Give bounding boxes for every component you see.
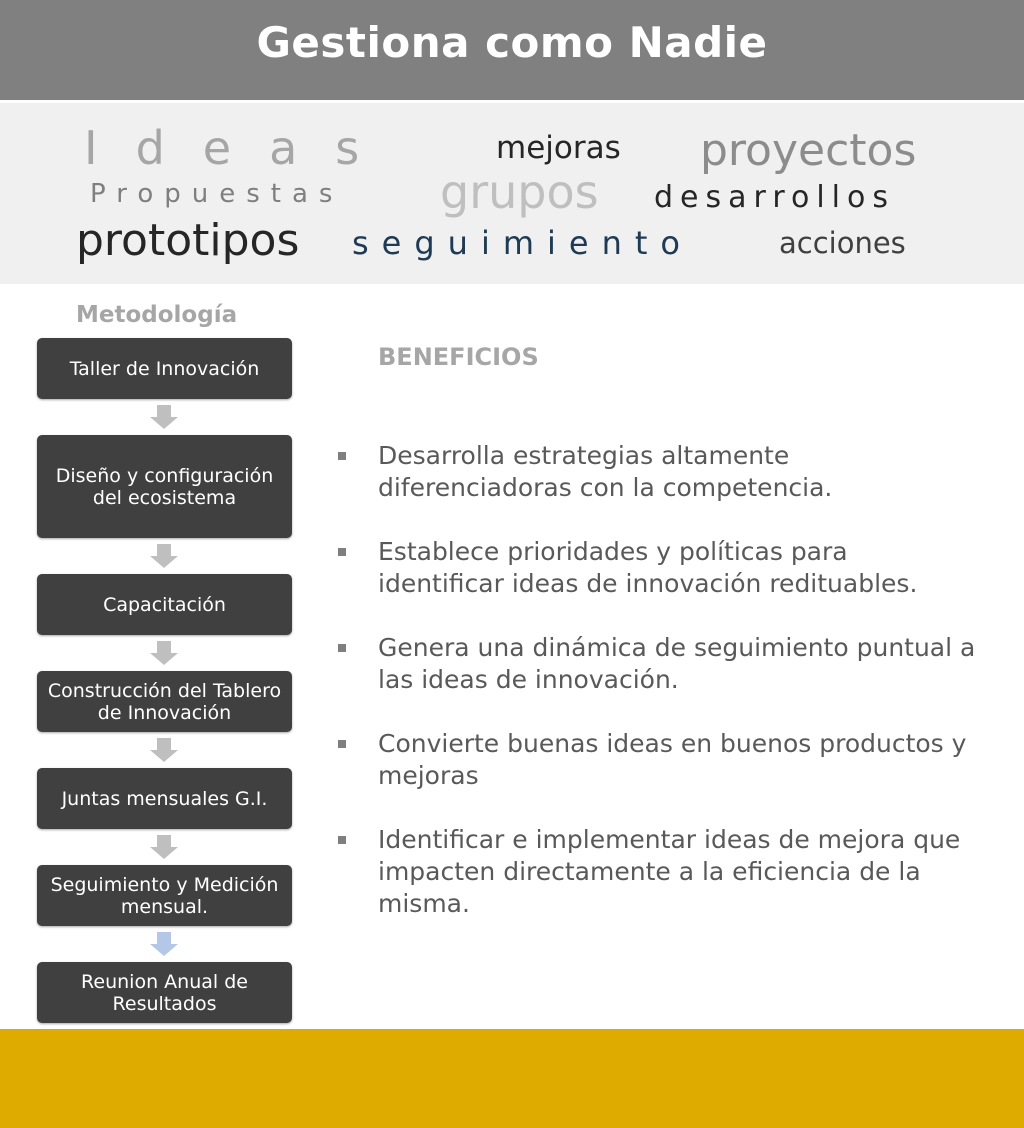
down-arrow-icon	[150, 932, 178, 956]
word-ideas: Ideas	[84, 121, 398, 175]
word-cloud-band	[0, 103, 1024, 284]
word-prototipos: prototipos	[76, 215, 300, 266]
methodology-step: Juntas mensuales G.I.	[37, 768, 292, 829]
methodology-step: Seguimiento y Medición mensual.	[37, 865, 292, 926]
benefits-list	[336, 440, 976, 952]
page-title: Gestiona como Nadie	[256, 17, 768, 67]
benefit-text: Genera una dinámica de seguimiento puntual a las ideas de innovación.	[378, 633, 976, 694]
word-proyectos: proyectos	[700, 125, 917, 176]
benefits-title: BENEFICIOS	[378, 343, 539, 371]
footer-band	[0, 1029, 1024, 1128]
methodology-step: Capacitación	[37, 574, 292, 635]
square-bullet-icon	[338, 644, 346, 652]
benefit-text: Identificar e implementar ideas de mejora que impacten directamente a la eficiencia de la misma.	[378, 825, 961, 918]
square-bullet-icon	[338, 740, 346, 748]
methodology-step: Taller de Innovación	[37, 338, 292, 399]
down-arrow-icon	[150, 544, 178, 568]
square-bullet-icon	[338, 836, 346, 844]
word-propuestas: Propuestas	[90, 179, 344, 209]
methodology-title: Metodología	[76, 302, 238, 328]
word-acciones: acciones	[779, 226, 906, 260]
benefit-text: Convierte buenas ideas en buenos productos y mejoras	[378, 729, 967, 790]
methodology-step: Diseño y configuración del ecosistema	[37, 435, 292, 538]
list-item	[336, 728, 976, 792]
down-arrow-icon	[150, 641, 178, 665]
methodology-step: Construcción del Tablero de Innovación	[37, 671, 292, 732]
list-item	[336, 536, 976, 600]
benefit-text: Establece prioridades y políticas para identificar ideas de innovación redituables.	[378, 537, 918, 598]
methodology-step: Reunion Anual de Resultados	[37, 962, 292, 1023]
down-arrow-icon	[150, 405, 178, 429]
list-item	[336, 440, 976, 504]
square-bullet-icon	[338, 452, 346, 460]
word-desarrollos: desarrollos	[654, 180, 896, 215]
word-mejoras: mejoras	[496, 130, 621, 166]
word-seguimiento: seguimiento	[352, 224, 693, 262]
benefit-text: Desarrolla estrategias altamente diferenciadoras con la competencia.	[378, 441, 833, 502]
page-header	[0, 0, 1024, 100]
down-arrow-icon	[150, 835, 178, 859]
list-item	[336, 824, 976, 920]
square-bullet-icon	[338, 548, 346, 556]
down-arrow-icon	[150, 738, 178, 762]
word-grupos: grupos	[440, 165, 599, 219]
list-item	[336, 632, 976, 696]
